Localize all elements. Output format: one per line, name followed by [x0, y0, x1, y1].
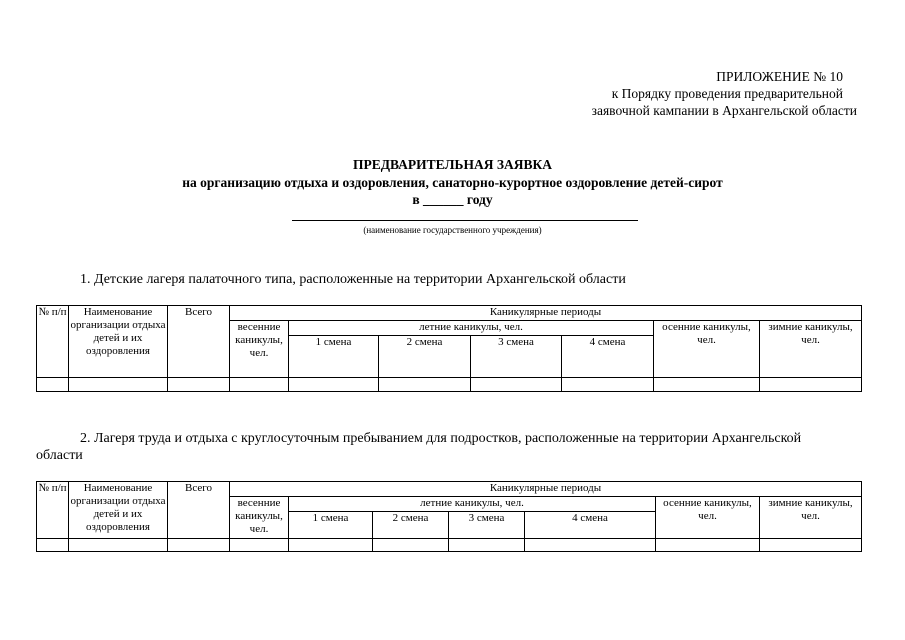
header-org-name: Наименование организации отдыха детей и их оздоровления: [69, 482, 168, 539]
cell-autumn[interactable]: [656, 539, 760, 552]
cell-shift-3[interactable]: [471, 378, 562, 392]
header-shift-2: 2 смена: [379, 336, 471, 378]
cell-shift-2[interactable]: [373, 539, 449, 552]
year-line: в ______ году: [412, 192, 493, 207]
header-total: Всего: [168, 482, 230, 539]
header-periods: Каникулярные периоды: [230, 482, 862, 497]
section-2-title-line-2: области: [36, 448, 83, 463]
table-section-2: [36, 481, 862, 552]
header-total: Всего: [168, 306, 230, 378]
header-spring: весенние каникулы, чел.: [230, 497, 289, 539]
header-shift-3: 3 смена: [449, 512, 525, 539]
cell-spring[interactable]: [230, 378, 289, 392]
cell-winter[interactable]: [760, 539, 862, 552]
table-section-1: [36, 305, 862, 392]
cell-num[interactable]: [37, 378, 69, 392]
header-shift-1: 1 смена: [289, 512, 373, 539]
table-row: [37, 378, 862, 392]
header-summer: летние каникулы, чел.: [289, 497, 656, 512]
header-shift-2: 2 смена: [373, 512, 449, 539]
institution-name-line: [292, 220, 638, 221]
institution-caption: (наименование государственного учреждения): [363, 225, 542, 235]
header-summer: летние каникулы, чел.: [289, 321, 654, 336]
document-title: ПРЕДВАРИТЕЛЬНАЯ ЗАЯВКА: [352, 157, 553, 172]
cell-shift-2[interactable]: [379, 378, 471, 392]
cell-org-name[interactable]: [69, 539, 168, 552]
appendix-number: ПРИЛОЖЕНИЕ № 10: [716, 69, 843, 84]
cell-winter[interactable]: [760, 378, 862, 392]
header-num: № п/п: [37, 306, 69, 378]
cell-shift-3[interactable]: [449, 539, 525, 552]
cell-shift-1[interactable]: [289, 539, 373, 552]
header-shift-1: 1 смена: [289, 336, 379, 378]
cell-shift-4[interactable]: [525, 539, 656, 552]
appendix-line-2: к Порядку проведения предварительной: [611, 86, 843, 101]
cell-autumn[interactable]: [654, 378, 760, 392]
section-2-title-line-1: 2. Лагеря труда и отдыха с круглосуточным пребыванием для подростков, расположенные на территории Архангельской: [80, 431, 802, 446]
cell-total[interactable]: [168, 378, 230, 392]
header-periods: Каникулярные периоды: [230, 306, 862, 321]
cell-org-name[interactable]: [69, 378, 168, 392]
table-row: [37, 539, 862, 552]
header-winter: зимние каникулы, чел.: [760, 497, 862, 539]
header-num: № п/п: [37, 482, 69, 539]
appendix-block: [592, 68, 857, 119]
appendix-line-3: заявочной кампании в Архангельской области: [591, 103, 857, 118]
cell-shift-4[interactable]: [562, 378, 654, 392]
header-winter: зимние каникулы, чел.: [760, 321, 862, 378]
cell-spring[interactable]: [230, 539, 289, 552]
cell-shift-1[interactable]: [289, 378, 379, 392]
header-org-name: Наименование организации отдыха детей и их оздоровления: [69, 306, 168, 378]
cell-num[interactable]: [37, 539, 69, 552]
document-subtitle: на организацию отдыха и оздоровления, санаторно-курортное оздоровление детей-сирот: [182, 175, 723, 190]
header-shift-4: 4 смена: [525, 512, 656, 539]
cell-total[interactable]: [168, 539, 230, 552]
header-autumn: осенние каникулы, чел.: [654, 321, 760, 378]
header-shift-3: 3 смена: [471, 336, 562, 378]
header-shift-4: 4 смена: [562, 336, 654, 378]
section-1-title: 1. Детские лагеря палаточного типа, расположенные на территории Архангельской области: [80, 272, 626, 287]
header-spring: весенние каникулы, чел.: [230, 321, 289, 378]
header-autumn: осенние каникулы, чел.: [656, 497, 760, 539]
